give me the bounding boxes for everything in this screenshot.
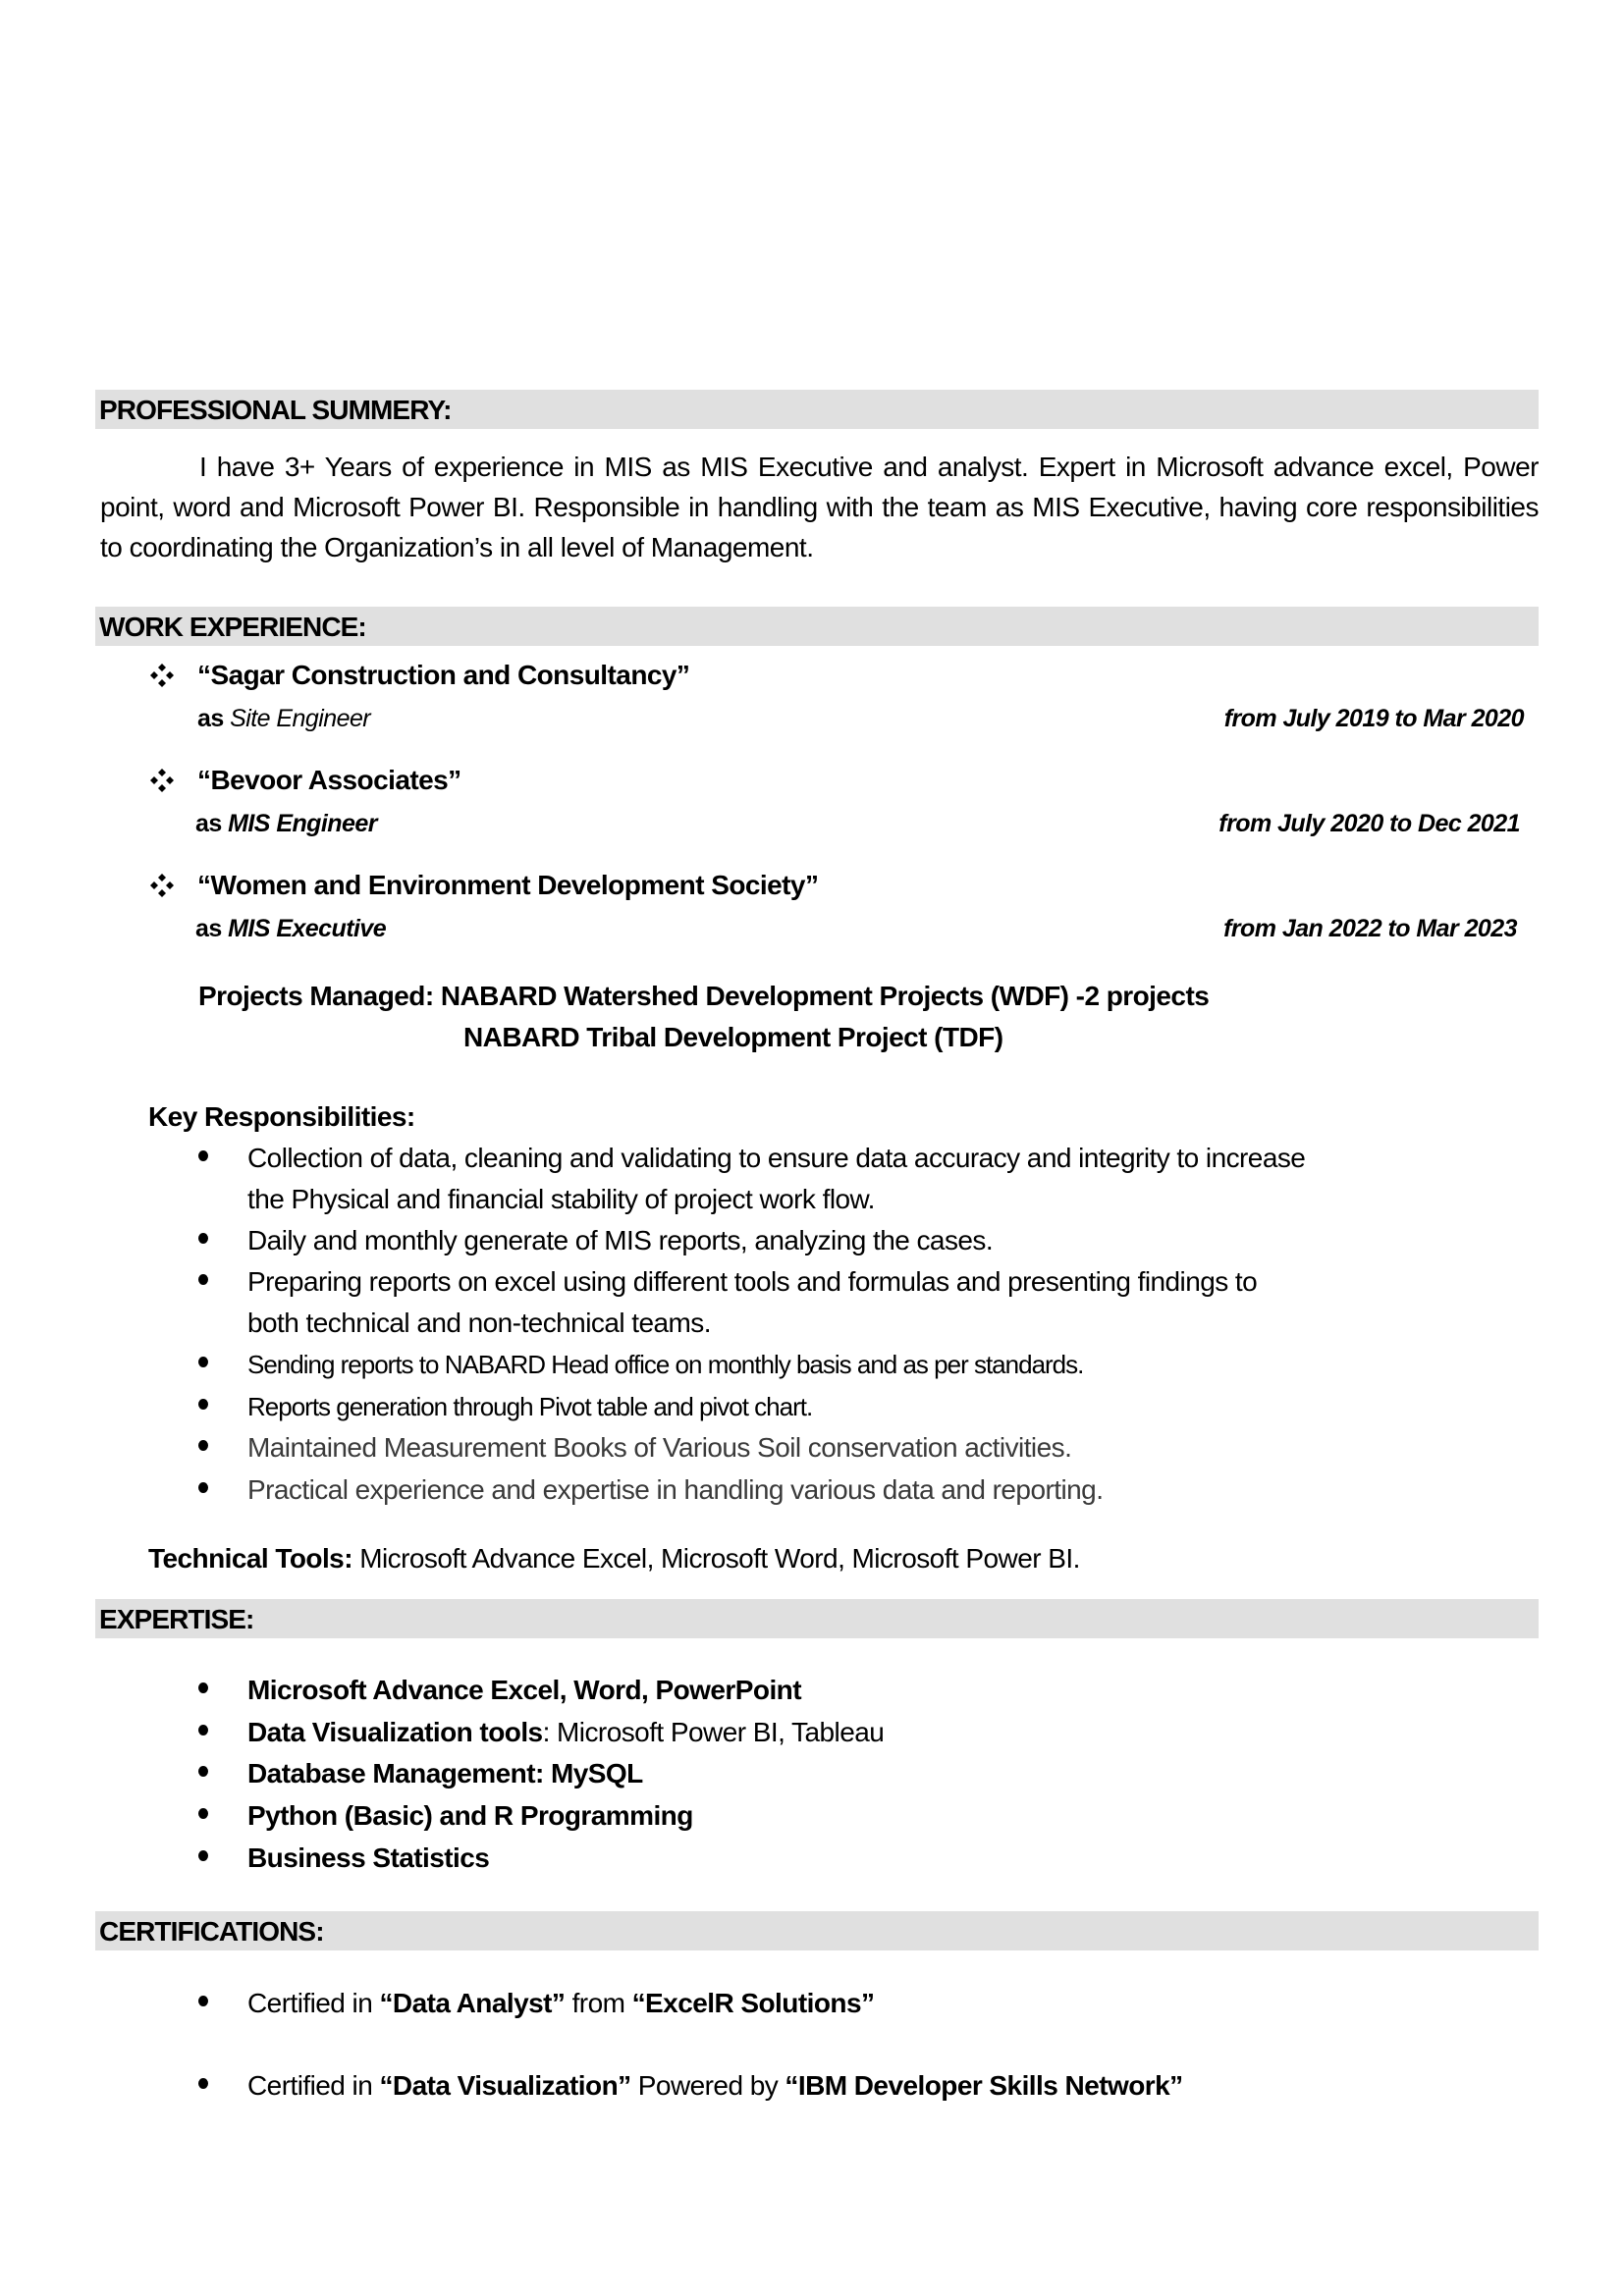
bullet-icon [198,1996,208,2006]
list-item [247,1796,693,1836]
list-item-continuation: both technical and non-technical teams. [247,1308,711,1338]
section-header-expertise [95,1599,1539,1638]
expertise-skill: Data Visualization tools [247,1717,543,1747]
job-role: Site Engineer [230,705,371,732]
bullet-icon [198,1482,208,1493]
cert-name: “Data Visualization” [379,2070,631,2101]
expertise-detail: : Microsoft Power BI, Tableau [542,1717,885,1747]
list-item [247,1839,489,1878]
technical-tools-label: Technical Tools: [148,1543,352,1574]
cert-text: Certified in [247,2070,380,2101]
bullet-icon [198,1682,208,1693]
technical-tools-value: Microsoft Advance Excel, Microsoft Word, Microsoft Power BI. [352,1543,1080,1574]
bullet-icon [198,1357,208,1367]
section-header-certifications [95,1911,1539,1950]
diamond-bullet-icon [149,768,175,793]
list-item: Collection of data, cleaning and validating to ensure data accuracy and integrity to increase [247,1143,1306,1173]
bullet-icon [198,1274,208,1285]
summary-paragraph: I have 3+ Years of experience in MIS as MIS Executive and analyst. Expert in Microsoft advance excel, Power point, word and Microsoft Power BI. Responsible in handling with the team as MIS Executive, having core responsibilities to coordinating the Organization’s in all level of Management. [100,452,1539,562]
section-title: WORK EXPERIENCE: [99,612,366,642]
bullet-icon [198,1399,208,1410]
cert-text: Powered by [630,2070,785,2101]
list-item-continuation: the Physical and financial stability of project work flow. [247,1184,875,1214]
section-title: EXPERTISE: [99,1604,254,1634]
technical-tools-line [148,1539,1080,1578]
job-role-line [197,699,370,738]
job-dates: from July 2019 to Mar 2020 [1223,705,1524,732]
job-role: MIS Executive [228,915,387,942]
cert-issuer: “ExcelR Solutions” [631,1988,875,2018]
job-dates: from July 2020 to Dec 2021 [1218,810,1520,837]
expertise-skill: Database Management: MySQL [247,1758,643,1789]
project-item: NABARD Tribal Development Project (TDF) [463,1022,1003,1052]
list-item: Reports generation through Pivot table and pivot chart. [247,1392,813,1421]
expertise-skill: Microsoft Advance Excel, Word, PowerPoint [247,1675,802,1705]
section-header-work-experience [95,607,1539,646]
section-title: CERTIFICATIONS: [99,1916,324,1947]
cert-text: from [565,1988,632,2018]
company-name: “Sagar Construction and Consultancy” [197,660,690,690]
list-item [247,1713,884,1752]
list-item: Maintained Measurement Books of Various Soil conservation activities. [247,1432,1072,1463]
bullet-icon [198,1233,208,1244]
cert-issuer: “IBM Developer Skills Network” [785,2070,1183,2101]
bullet-icon [198,1725,208,1735]
bullet-icon [198,1440,208,1451]
certification-item [247,2066,1183,2106]
job-role: MIS Engineer [228,810,377,837]
section-title: PROFESSIONAL SUMMERY: [99,395,452,425]
company-name: “Bevoor Associates” [197,765,461,795]
job-dates: from Jan 2022 to Mar 2023 [1223,915,1517,942]
list-item [247,1754,643,1793]
expertise-skill: Business Statistics [247,1842,490,1873]
list-item: Preparing reports on excel using different tools and formulas and presenting findings to [247,1266,1258,1297]
job-role-line [195,804,377,843]
job-role-line [195,909,386,948]
cert-name: “Data Analyst” [379,1988,566,2018]
section-header-summary [95,390,1539,429]
projects-label: Projects Managed: [198,981,434,1011]
bullet-icon [198,1150,208,1161]
company-name: “Women and Environment Development Society” [197,870,819,900]
bullet-icon [198,1808,208,1819]
bullet-icon [198,1766,208,1777]
project-item: NABARD Watershed Development Projects (WDF) -2 projects [440,981,1210,1011]
as-label: as [195,915,222,942]
bullet-icon [198,1850,208,1861]
list-item: Daily and monthly generate of MIS reports, analyzing the cases. [247,1225,994,1255]
diamond-bullet-icon [149,663,175,688]
projects-managed-line [198,977,1209,1016]
list-item: Practical experience and expertise in handling various data and reporting. [247,1474,1104,1505]
list-item [247,1671,801,1710]
bullet-icon [198,2078,208,2089]
certification-item [247,1984,874,2023]
key-responsibilities-heading: Key Responsibilities: [148,1101,415,1132]
expertise-skill: Python (Basic) and R Programming [247,1800,693,1831]
list-item: Sending reports to NABARD Head office on monthly basis and as per standards. [247,1350,1084,1379]
diamond-bullet-icon [149,873,175,898]
cert-text: Certified in [247,1988,380,2018]
as-label: as [197,705,224,732]
as-label: as [195,810,222,837]
